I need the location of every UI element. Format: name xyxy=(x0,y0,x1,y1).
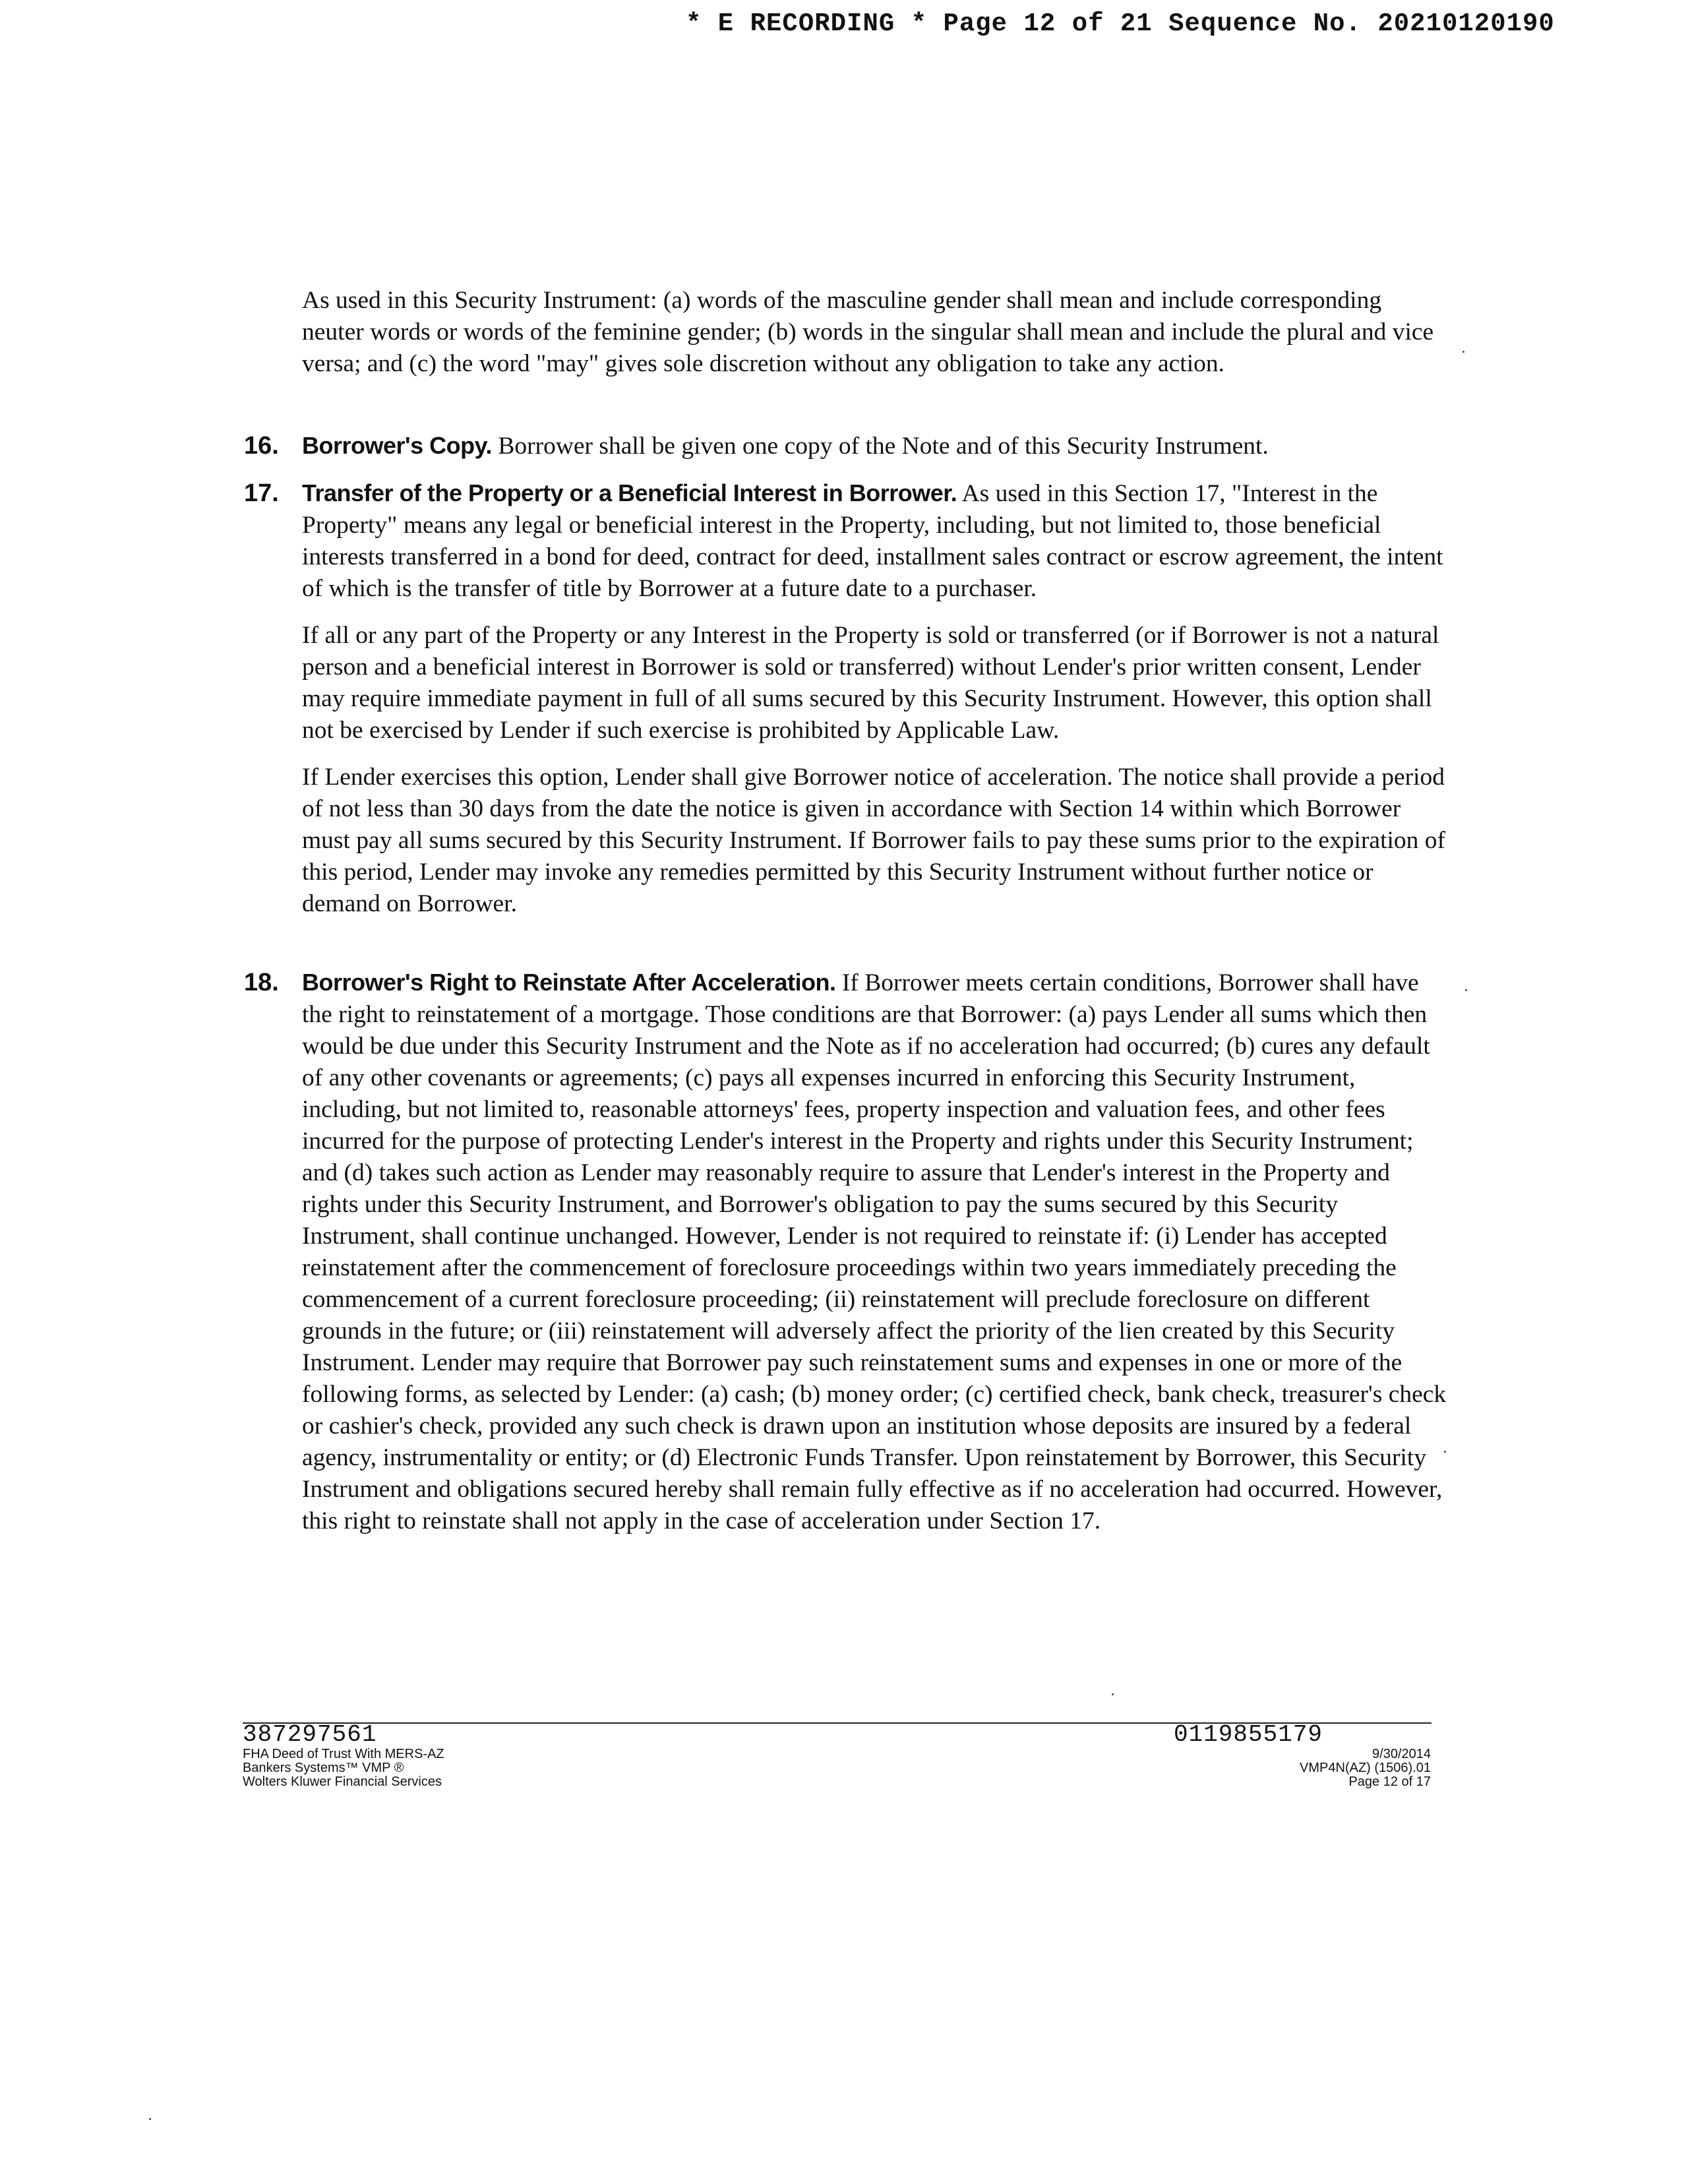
section-text: Borrower shall be given one copy of the Note and of this Security Instrument. xyxy=(491,433,1269,460)
footer-publisher: Bankers Systems™ VMP ® xyxy=(243,1761,404,1775)
section-paragraph: If all or any part of the Property or any Interest in the Property is sold or transferred (or if Borrower is not a natural person and a beneficial interest in Borrower is sold or transferred) without Lender's prior written consent, Lender may require immediate payment in full of all sums secured by this Security Instrument. However, this option shall not be exercised by Lender if such exercise is prohibited by Applicable Law. xyxy=(302,622,1439,744)
section-18 xyxy=(244,967,1451,1537)
intro-paragraph: As used in this Security Instrument: (a) words of the masculine gender shall mean and include corresponding neuter words or words of the feminine gender; (b) words in the singular shall mean and include the plural and vice versa; and (c) the word "may" gives sole discretion without any obligation to take any action. xyxy=(302,287,1434,377)
section-content xyxy=(302,430,1451,462)
section-content xyxy=(302,477,1451,920)
scan-speck xyxy=(149,2118,151,2120)
footer-right xyxy=(1121,1722,1431,1789)
footer-company: Wolters Kluwer Financial Services xyxy=(243,1774,442,1789)
scan-speck xyxy=(1112,1693,1114,1695)
section-17 xyxy=(244,477,1451,920)
scan-speck xyxy=(1444,1451,1446,1453)
section-number: 18. xyxy=(244,969,279,996)
section-paragraph xyxy=(302,477,1451,605)
footer-left-number: 387297561 xyxy=(243,1721,377,1748)
section-number: 16. xyxy=(244,432,279,460)
scan-speck xyxy=(1465,989,1467,991)
footer-left xyxy=(243,1722,836,1789)
section-content xyxy=(302,967,1451,1537)
section-heading: Transfer of the Property or a Beneficial Interest in Borrower. xyxy=(302,479,957,506)
section-paragraph xyxy=(302,430,1451,462)
section-paragraph xyxy=(302,967,1451,1537)
section-16 xyxy=(244,430,1451,462)
recording-header: * E RECORDING * Page 12 of 21 Sequence No. 20210120190 xyxy=(686,9,1555,38)
section-heading: Borrower's Copy. xyxy=(302,432,492,459)
footer-date: 9/30/2014 xyxy=(1372,1747,1431,1761)
section-text: As used in this Section 17, "Interest in the Property" means any legal or beneficial interest in the Property, including, but not limited to, those beneficial interests transferred in a bond for deed, contract for deed, installment sales contract or escrow agreement, the intent of which is the transfer of title by Borrower at a future date to a purchaser. xyxy=(302,480,1443,602)
footer-form-title: FHA Deed of Trust With MERS-AZ xyxy=(243,1747,444,1761)
footer-page-number: Page 12 of 17 xyxy=(1348,1774,1431,1789)
footer-right-number: 0119855179 xyxy=(1174,1721,1323,1748)
section-number: 17. xyxy=(244,479,279,507)
footer-form-code: VMP4N(AZ) (1506).01 xyxy=(1300,1761,1431,1775)
scan-speck xyxy=(1462,351,1464,353)
section-text: If Borrower meets certain conditions, Borrower shall have the right to reinstatement of a mortgage. Those conditions are that Borrower: (a) pays Lender all sums which then would be due under this Security Instrument and the Note as if no acceleration had occurred; (b) cures any default of any other covenants or agreements; (c) pays all expenses incurred in enforcing this Security Instrument, including, but not limited to, reasonable attorneys' fees, property inspection and valuation fees, and other fees incurred for the purpose of protecting Lender's interest in the Property and rights under this Security Instrument; and (d) takes such action as Lender may reasonably require to assure that Lender's interest in the Property and rights under this Security Instrument, and Borrower's obligation to pay the sums secured by this Security Instrument, shall continue unchanged. However, Lender is not required to reinstate if: (i) Lender has accepted reinstatement after the commencement of foreclosure proceedings within two years immediately preceding the commencement of a current foreclosure proceeding; (ii) reinstatement will preclude foreclosure on different grounds in the future; or (iii) reinstatement will adversely affect the priority of the lien created by this Security Instrument. Lender may require that Borrower pay such reinstatement sums and expenses in one or more of the following forms, as selected by Lender: (a) cash; (b) money order; (c) certified check, bank check, treasurer's check or cashier's check, provided any such check is drawn upon an institution whose deposits are insured by a federal agency, instrumentality or entity; or (d) Electronic Funds Transfer. Upon reinstatement by Borrower, this Security Instrument and obligations secured hereby shall remain fully effective as if no acceleration had occurred. However, this right to reinstate shall not apply in the case of acceleration under Section 17. xyxy=(302,969,1447,1534)
section-paragraph: If Lender exercises this option, Lender shall give Borrower notice of acceleration. The notice shall provide a period of not less than 30 days from the date the notice is given in accordance with Section 14 within which Borrower must pay all sums secured by this Security Instrument. If Borrower fails to pay these sums prior to the expiration of this period, Lender may invoke any remedies permitted by this Security Instrument without further notice or demand on Borrower. xyxy=(302,764,1446,917)
section-heading: Borrower's Right to Reinstate After Acceleration. xyxy=(302,969,836,996)
